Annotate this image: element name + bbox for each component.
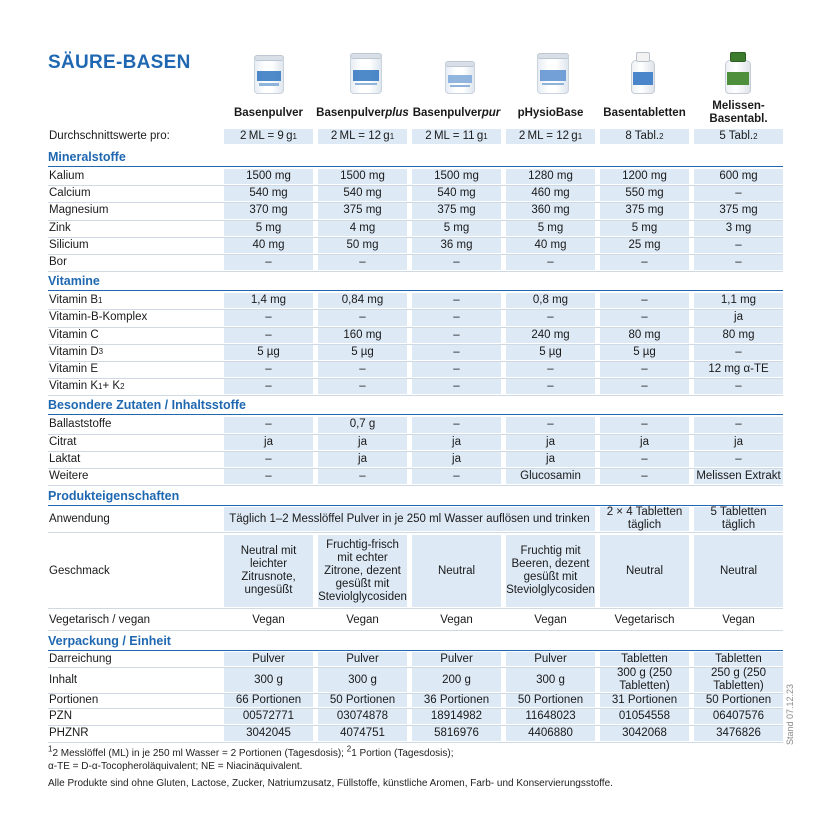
table-cell: 2 ML = 12 g 1 — [506, 129, 595, 144]
row-label: PZN — [49, 710, 72, 722]
table-cell: 5 µg — [506, 345, 595, 360]
table-cell: 40 mg — [224, 238, 313, 253]
row-label: Portionen — [49, 694, 99, 706]
row-divider — [48, 485, 783, 486]
table-cell: 03074878 — [318, 709, 407, 724]
table-cell: – — [318, 255, 407, 270]
table-cell: ja — [506, 452, 595, 467]
table-cell: 5 µg — [318, 345, 407, 360]
table-cell: 18914982 — [412, 709, 501, 724]
row-label: Vitamin D 3 — [49, 345, 104, 358]
table-cell: – — [506, 379, 595, 394]
table-cell: 200 g — [412, 668, 501, 692]
table-cell: 1500 mg — [318, 169, 407, 184]
row-divider — [48, 630, 783, 631]
table-cell: 5 Tabletten täglich — [694, 507, 783, 531]
table-cell: – — [412, 469, 501, 484]
table-cell: Vegan — [534, 613, 567, 626]
table-cell: 550 mg — [600, 186, 689, 201]
table-cell: – — [224, 362, 313, 377]
table-cell: – — [412, 362, 501, 377]
row-divider — [48, 532, 783, 533]
table-cell: 1200 mg — [600, 169, 689, 184]
table-cell: 36 mg — [412, 238, 501, 253]
table-cell: – — [412, 417, 501, 432]
table-cell: – — [412, 328, 501, 343]
table-cell: 80 mg — [694, 328, 783, 343]
table-cell: – — [506, 255, 595, 270]
table-cell: 3476826 — [694, 726, 783, 741]
table-cell: 06407576 — [694, 709, 783, 724]
powder-can-icon — [445, 64, 475, 94]
table-cell: 66 Portionen — [224, 694, 313, 707]
table-cell: – — [600, 452, 689, 467]
table-cell: 50 Portionen — [694, 694, 783, 707]
table-cell: 5 Tabl. 2 — [694, 129, 783, 144]
table-cell: 4 mg — [318, 221, 407, 236]
table-cell: 36 Portionen — [412, 694, 501, 707]
table-cell: – — [694, 379, 783, 394]
table-cell: – — [506, 362, 595, 377]
table-cell: – — [224, 452, 313, 467]
table-cell: – — [694, 255, 783, 270]
table-cell: 2 ML = 9 g 1 — [224, 129, 313, 144]
table-cell: – — [412, 379, 501, 394]
table-cell: – — [694, 238, 783, 253]
table-cell: – — [600, 379, 689, 394]
table-cell: 2 ML = 11 g 1 — [412, 129, 501, 144]
footnote-2: α-TE = D-α-Tocopheroläquivalent; NE = Niacinäquivalent. — [48, 761, 303, 772]
table-cell: 3 mg — [694, 221, 783, 236]
table-cell: – — [600, 310, 689, 325]
row-label: Darreichung — [49, 652, 112, 665]
row-label: Durchschnittswerte pro: — [49, 130, 170, 142]
table-cell: 5 mg — [224, 221, 313, 236]
table-cell: Neutral — [412, 535, 501, 607]
table-cell: 8 Tabl. 2 — [600, 129, 689, 144]
row-label: PHZNR — [49, 727, 89, 739]
table-cell: Melissen Extrakt — [694, 469, 783, 484]
section-divider — [48, 414, 783, 415]
row-label: Bor — [49, 256, 67, 269]
table-cell: 0,84 mg — [318, 293, 407, 308]
table-cell: ja — [224, 435, 313, 450]
table-cell: 5 mg — [600, 221, 689, 236]
powder-can-icon — [254, 58, 284, 94]
product-header: Basenpulver pur — [412, 106, 501, 119]
table-cell: – — [694, 186, 783, 201]
table-cell: Glucosamin — [506, 469, 595, 484]
section-title: Produkteigenschaften — [48, 489, 180, 503]
row-label: Magnesium — [49, 204, 109, 217]
table-cell: 300 g — [506, 668, 595, 692]
table-cell: – — [600, 469, 689, 484]
table-cell: 0,7 g — [318, 417, 407, 432]
table-cell: – — [412, 310, 501, 325]
table-cell: 300 g — [318, 668, 407, 692]
table-cell: 3042068 — [600, 726, 689, 741]
table-cell: Fruchtig mit Beeren, dezent gesüßt mit Steviolglycosiden — [506, 535, 595, 607]
table-cell: 4406880 — [506, 726, 595, 741]
row-label: Ballaststoffe — [49, 418, 112, 431]
table-cell: – — [694, 345, 783, 360]
row-label: Inhalt — [49, 673, 78, 686]
tablet-bottle-icon — [725, 60, 751, 94]
table-cell: 00572771 — [224, 709, 313, 724]
row-label: Kalium — [49, 170, 85, 183]
row-divider — [48, 608, 783, 609]
product-header: pHysioBase — [517, 106, 584, 119]
footnote-3: Alle Produkte sind ohne Gluten, Lactose, Zucker, Natriumzusatz, Füllstoffe, künstliche Aromen, Farb- und Konservierungsstoffe. — [48, 778, 613, 789]
table-cell: – — [224, 255, 313, 270]
table-cell: Neutral — [600, 535, 689, 607]
table-cell: ja — [412, 452, 501, 467]
table-cell: 01054558 — [600, 709, 689, 724]
table-cell: 300 g (250 Tabletten) — [600, 668, 689, 692]
table-cell: – — [318, 469, 407, 484]
table-cell: 5 µg — [224, 345, 313, 360]
table-cell: 240 mg — [506, 328, 595, 343]
row-label: Citrat — [49, 435, 77, 448]
table-cell: – — [506, 310, 595, 325]
table-cell: – — [694, 452, 783, 467]
table-cell: 25 mg — [600, 238, 689, 253]
stand-date: Stand 07.12.23 — [785, 683, 795, 745]
table-cell: – — [224, 310, 313, 325]
powder-can-icon — [350, 56, 382, 94]
row-divider — [48, 395, 783, 396]
table-cell: – — [318, 379, 407, 394]
table-cell: ja — [694, 435, 783, 450]
table-cell: Fruchtig-frisch mit echter Zitrone, dezent gesüßt mit Steviolglycosiden — [318, 535, 407, 607]
table-cell: – — [600, 417, 689, 432]
section-divider — [48, 166, 783, 167]
row-label: Vegetarisch / vegan — [49, 613, 151, 626]
table-cell: 5 mg — [506, 221, 595, 236]
table-cell: 11648023 — [506, 709, 595, 724]
row-label: Laktat — [49, 452, 81, 465]
table-cell: 375 mg — [318, 203, 407, 218]
table-cell: – — [506, 417, 595, 432]
table-cell: – — [224, 379, 313, 394]
table-cell: Pulver — [506, 652, 595, 666]
table-cell: 600 mg — [694, 169, 783, 184]
row-label: Vitamin C — [49, 328, 99, 341]
table-cell: ja — [318, 452, 407, 467]
table-cell: 460 mg — [506, 186, 595, 201]
table-cell: – — [600, 362, 689, 377]
table-cell: 31 Portionen — [600, 694, 689, 707]
table-cell: Tabletten — [694, 652, 783, 666]
row-label: Anwendung — [49, 512, 110, 525]
table-cell: Vegetarisch — [614, 613, 675, 626]
table-cell: 300 g — [224, 668, 313, 692]
table-cell: ja — [412, 435, 501, 450]
table-cell: ja — [318, 435, 407, 450]
product-header: Basentabletten — [603, 106, 686, 119]
table-cell: – — [224, 328, 313, 343]
table-cell: 50 mg — [318, 238, 407, 253]
table-cell: 2 ML = 12 g 1 — [318, 129, 407, 144]
table-cell: 1500 mg — [224, 169, 313, 184]
table-cell: 40 mg — [506, 238, 595, 253]
table-cell: ja — [694, 310, 783, 325]
section-title: Besondere Zutaten / Inhaltsstoffe — [48, 398, 246, 413]
table-cell: 370 mg — [224, 203, 313, 218]
powder-can-icon — [537, 56, 569, 94]
section-divider — [48, 290, 783, 291]
table-cell: – — [412, 293, 501, 308]
section-title: Vitamine — [48, 274, 100, 289]
row-label: Zink — [49, 221, 71, 234]
table-cell: ja — [506, 435, 595, 450]
row-label: Vitamin E — [49, 363, 99, 376]
row-label: Silicium — [49, 238, 89, 251]
table-cell: 5 mg — [412, 221, 501, 236]
row-label: Vitamin K 1 + K 2 — [49, 380, 125, 393]
table-cell: Vegan — [252, 613, 285, 626]
row-label: Weitere — [49, 470, 89, 483]
table-cell: 360 mg — [506, 203, 595, 218]
table-cell: – — [224, 417, 313, 432]
table-cell: – — [694, 417, 783, 432]
table-cell: 160 mg — [318, 328, 407, 343]
row-divider — [48, 271, 783, 272]
row-label: Vitamin B 1 — [49, 294, 103, 307]
table-cell: 375 mg — [412, 203, 501, 218]
table-cell: 375 mg — [600, 203, 689, 218]
table-cell: 4074751 — [318, 726, 407, 741]
table-cell: Neutral mit leichter Zitrusnote, ungesüßt — [224, 535, 313, 607]
table-cell: – — [318, 310, 407, 325]
table-cell: 80 mg — [600, 328, 689, 343]
table-cell: – — [600, 293, 689, 308]
table-cell: 50 Portionen — [318, 694, 407, 707]
table-cell: 540 mg — [318, 186, 407, 201]
table-cell: 540 mg — [224, 186, 313, 201]
footnote-1: $^1$2 Messlöffel (ML) in je 250 ml Wasser = 2 Portionen (Tagesdosis); $^2$1 Portion (Tagesdosis); — [48, 744, 454, 759]
table-cell: Vegan — [440, 613, 473, 626]
table-cell: 50 Portionen — [506, 694, 595, 707]
row-divider — [48, 742, 783, 743]
table-cell: – — [412, 345, 501, 360]
section-title: Mineralstoffe — [48, 150, 126, 164]
table-cell: – — [224, 469, 313, 484]
table-cell: 540 mg — [412, 186, 501, 201]
table-cell: – — [318, 362, 407, 377]
table-cell: 12 mg α-TE — [694, 362, 783, 377]
table-cell: Tabletten — [600, 652, 689, 666]
table-cell: Pulver — [412, 652, 501, 666]
section-title: Verpackung / Einheit — [48, 634, 171, 648]
row-label: Vitamin-B-Komplex — [49, 311, 148, 324]
page-title: SÄURE-BASEN — [48, 52, 191, 73]
table-cell: Pulver — [224, 652, 313, 666]
table-cell: 1,4 mg — [224, 293, 313, 308]
table-cell: 375 mg — [694, 203, 783, 218]
table-cell: 5816976 — [412, 726, 501, 741]
table-cell: Pulver — [318, 652, 407, 666]
table-cell: 1280 mg — [506, 169, 595, 184]
table-cell: ja — [600, 435, 689, 450]
table-cell: 0,8 mg — [506, 293, 595, 308]
table-cell: 1500 mg — [412, 169, 501, 184]
row-label: Calcium — [49, 187, 91, 200]
product-header: Melissen- Basentabl. — [709, 100, 768, 125]
table-cell: – — [600, 255, 689, 270]
table-cell: 1,1 mg — [694, 293, 783, 308]
tablet-bottle-icon — [631, 60, 655, 94]
table-cell: Täglich 1–2 Messlöffel Pulver in je 250 ml Wasser auflösen und trinken — [224, 507, 595, 531]
table-cell: Neutral — [694, 535, 783, 607]
product-header: Basenpulver plus — [316, 106, 409, 119]
table-cell: – — [412, 255, 501, 270]
table-cell: Vegan — [346, 613, 379, 626]
table-cell: 250 g (250 Tabletten) — [694, 668, 783, 692]
table-cell: Vegan — [722, 613, 755, 626]
row-label: Geschmack — [49, 564, 110, 577]
product-header: Basenpulver — [233, 106, 304, 119]
table-cell: 5 µg — [600, 345, 689, 360]
table-cell: 2 × 4 Tabletten täglich — [600, 507, 689, 531]
table-cell: 3042045 — [224, 726, 313, 741]
